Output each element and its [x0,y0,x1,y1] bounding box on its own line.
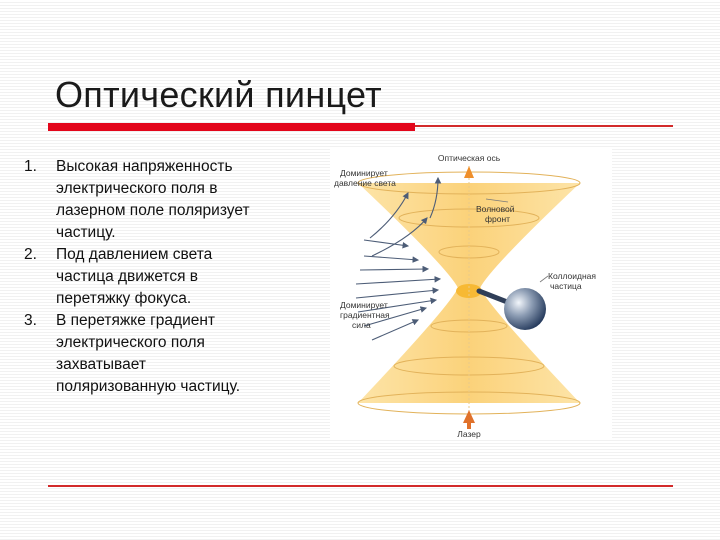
step-line: В перетяжке градиент [56,312,216,329]
steps-list [24,156,324,398]
label-colloid-1: Коллоидная [548,271,596,281]
label-laser: Лазер [457,429,481,439]
laser-arrow-icon [463,410,475,429]
step-number: 1. [24,158,37,175]
slide-title: Оптический пинцет [55,74,382,115]
step-line: захватывает [56,356,146,373]
list-item [24,156,324,244]
list-item [24,244,324,310]
label-gradient-2: градиентная [340,310,390,320]
step-line: Высокая напряженность [56,158,233,175]
label-wave-front-2: фронт [485,214,511,224]
label-optical-axis: Оптическая ось [437,153,501,163]
step-line: электрического поля [56,334,205,351]
step-line: электрического поля в [56,180,218,197]
step-line: лазерном поле поляризует [56,202,250,219]
title-rule-line [415,125,673,127]
step-line: Под давлением света [56,246,213,263]
title-accent-bar [48,123,415,131]
label-light-pressure-1: Доминирует [340,168,388,178]
label-wave-front-1: Волновой [476,204,515,214]
step-line: перетяжку фокуса. [56,290,192,307]
step-line: частица движется в [56,268,199,285]
label-light-pressure-2: давление света [334,178,396,188]
optical-tweezer-diagram [330,148,612,440]
list-item [24,310,324,398]
step-number: 3. [24,312,37,329]
step-line: частицу. [56,224,116,241]
step-line: поляризованную частицу. [56,378,241,395]
step-number: 2. [24,246,37,263]
label-colloid-2: частица [550,281,582,291]
label-gradient-3: сила [352,320,371,330]
bottom-rule-line [48,485,673,487]
label-gradient-1: Доминирует [340,300,388,310]
diagram-svg [330,148,612,440]
